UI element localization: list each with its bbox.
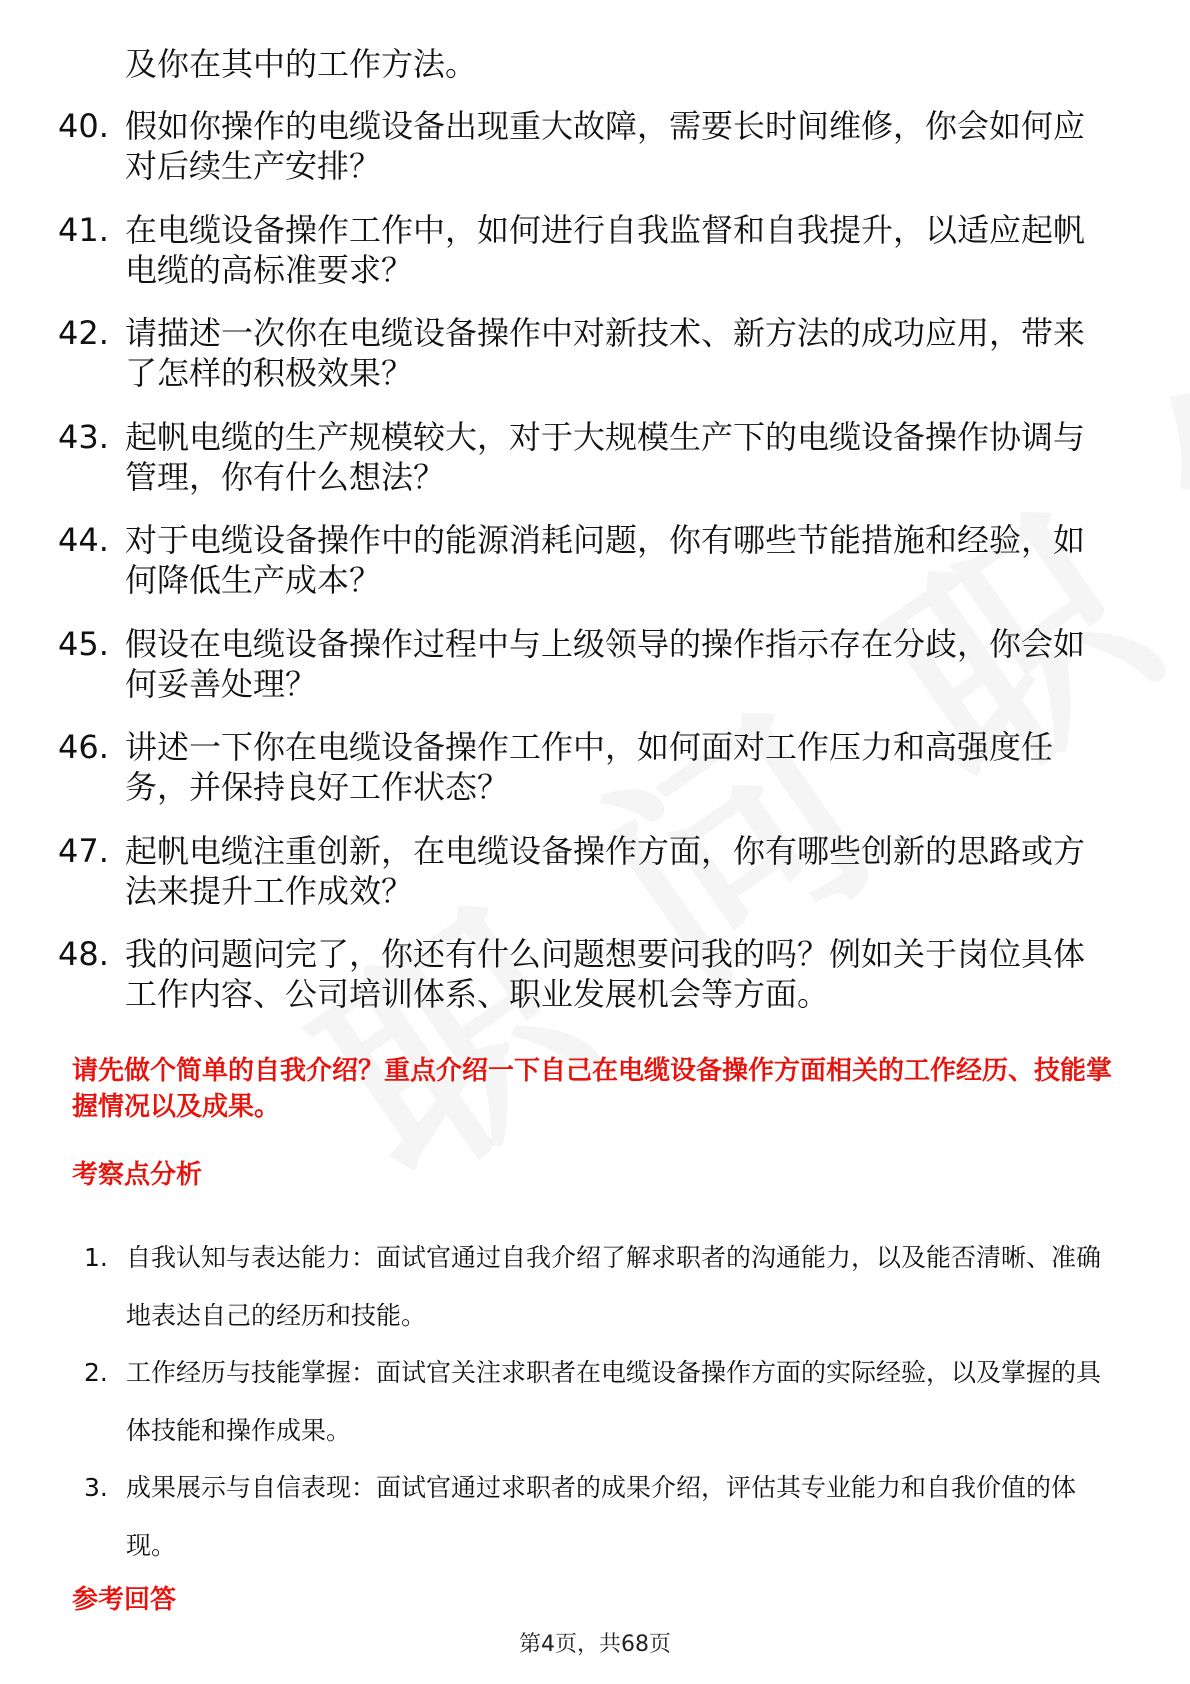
question-item [58, 106, 1118, 210]
analysis-text: 自我认知与表达能力：面试官通过自我介绍了解求职者的沟通能力，以及能否清晰、准确地表达自己的经历和技能。 [126, 1243, 1102, 1330]
analysis-heading: 考察点分析 [72, 1160, 203, 1190]
question-text: 起帆电缆注重创新，在电缆设备操作方面，你有哪些创新的思路或方法来提升工作成效？ [125, 831, 1086, 910]
question-item [58, 831, 1118, 935]
question-text: 假如你操作的电缆设备出现重大故障，需要长时间维修，你会如何应对后续生产安排？ [125, 107, 1086, 185]
question-item [58, 417, 1118, 521]
question-text: 请描述一次你在电缆设备操作中对新技术、新方法的成功应用，带来了怎样的积极效果？ [125, 314, 1086, 392]
question-item [58, 624, 1118, 728]
question-number: 48. [58, 935, 109, 973]
question-list [58, 106, 1118, 1038]
question-item [58, 313, 1118, 417]
analysis-text: 工作经历与技能掌握：面试官关注求职者在电缆设备操作方面的实际经验，以及掌握的具体技能和操作成果。 [126, 1358, 1102, 1445]
question-number: 40. [58, 107, 109, 145]
question-text: 我的问题问完了，你还有什么问题想要问我的吗？例如关于岗位具体工作内容、公司培训体系、职业发展机会等方面。 [125, 935, 1086, 1013]
analysis-text: 成果展示与自信表现：面试官通过求职者的成果介绍，评估其专业能力和自我价值的体现。 [126, 1473, 1077, 1560]
question-number: 45. [58, 624, 109, 663]
question-number: 47. [58, 831, 109, 870]
question-text: 对于电缆设备操作中的能源消耗问题，你有哪些节能措施和经验，如何降低生产成本？ [125, 521, 1086, 599]
highlight-question: 请先做个简单的自我介绍？重点介绍一下自己在电缆设备操作方面相关的工作经历、技能掌握情况以及成果。 [72, 1056, 1113, 1122]
question-text: 在电缆设备操作工作中，如何进行自我监督和自我提升，以适应起帆电缆的高标准要求？ [125, 210, 1086, 289]
question-item [58, 210, 1118, 314]
analysis-item [84, 1344, 1120, 1459]
question-continuation: 及你在其中的工作方法。 [125, 45, 478, 83]
question-number: 46. [58, 728, 109, 766]
analysis-number: 2. [84, 1358, 108, 1387]
question-number: 44. [58, 521, 109, 559]
question-number: 41. [58, 210, 109, 249]
analysis-number: 3. [84, 1473, 108, 1502]
analysis-item [84, 1229, 1120, 1344]
question-item [58, 727, 1118, 831]
question-text: 假设在电缆设备操作过程中与上级领导的操作指示存在分歧，你会如何妥善处理？ [125, 624, 1086, 703]
question-number: 42. [58, 314, 109, 352]
question-number: 43. [58, 417, 109, 456]
question-item [58, 934, 1118, 1038]
analysis-item [84, 1459, 1120, 1574]
question-text: 讲述一下你在电缆设备操作工作中，如何面对工作压力和高强度任务，并保持良好工作状态？ [125, 728, 1054, 806]
reference-answer-heading: 参考回答 [72, 1585, 177, 1615]
question-item [58, 520, 1118, 624]
question-text: 起帆电缆的生产规模较大，对于大规模生产下的电缆设备操作协调与管理，你有什么想法？ [125, 417, 1086, 496]
analysis-list [84, 1229, 1120, 1574]
analysis-number: 1. [84, 1243, 108, 1272]
page-number-footer: 第4页，共68页 [519, 1632, 671, 1657]
